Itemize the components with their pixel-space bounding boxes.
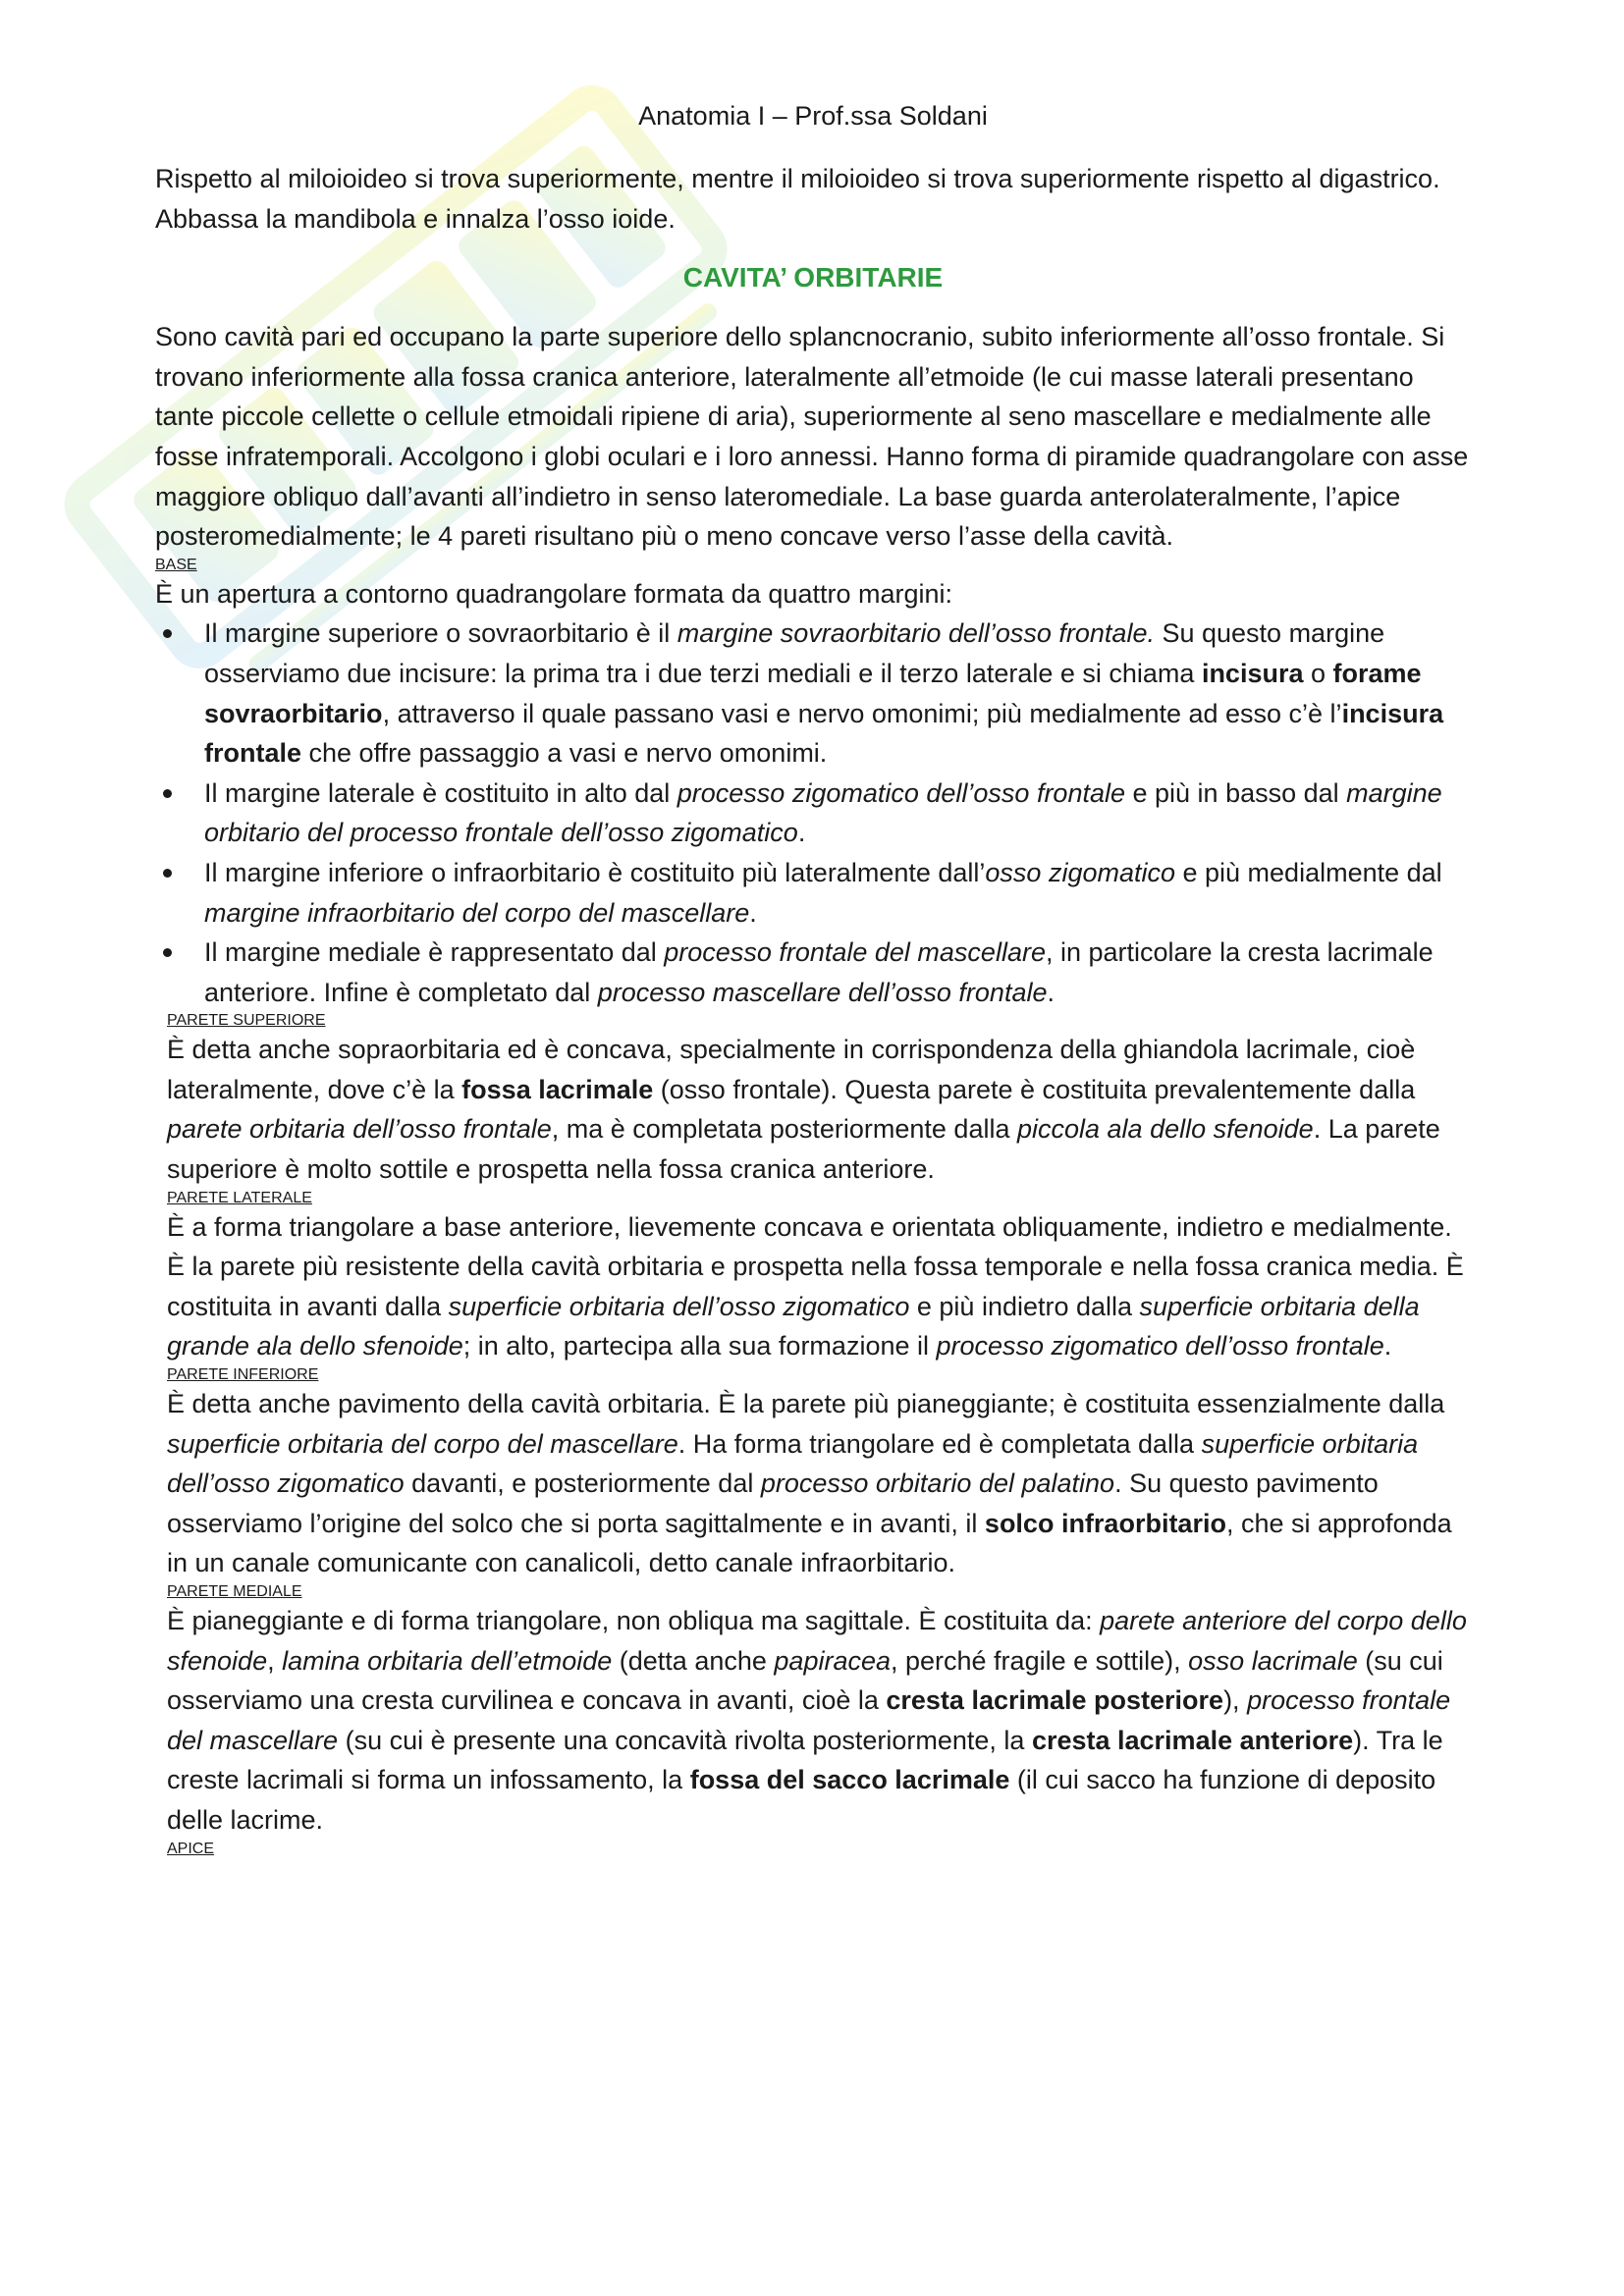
intro-paragraph: Rispetto al miloioideo si trova superiormente, mentre il miloioideo si trova superiormente rispetto al digastrico. Abbassa la mandibola e innalza l’osso ioide.	[155, 164, 1440, 234]
section-title: CAVITA’ ORBITARIE	[682, 262, 944, 294]
parete-mediale-heading: PARETE MEDIALE	[167, 1583, 302, 1600]
parete-laterale-text: È a forma triangolare a base anteriore, lievemente concava e orientata obliquamente, indietro e medialmente. È la parete più resistente della cavità orbitaria e prospetta nella fossa temporale e nella fossa cranica media. È costituita in avanti dalla superficie orbitaria dell’osso zigomatico e più indietro dalla superficie orbitaria della grande ala dello sfenoide; in alto, partecipa alla sua formazione il processo zigomatico dell’osso frontale.	[167, 1211, 1464, 1362]
parete-inferiore-text: È detta anche pavimento della cavità orbitaria. È la parete più pianeggiante; è costituita essenzialmente dalla superficie orbitaria del corpo del mascellare. Ha forma triangolare ed è completata dalla superficie orbitaria dell’osso zigomatico davanti, e posteriormente dal processo orbitario del palatino. Su questo pavimento osserviamo l’origine del solco che si porta sagittalmente e in avanti, il solco infraorbitario, che si approfonda in un canale comunicante con canalicoli, detto canale infraorbitario.	[167, 1389, 1452, 1578]
list-item: Il margine mediale è rappresentato dal processo frontale del mascellare, in particolare la cresta lacrimale anteriore. Infine è completato dal processo mascellare dell’osso frontale.	[204, 933, 1471, 1012]
list-item: Il margine superiore o sovraorbitario è il margine sovraorbitario dell’osso frontale. Su questo margine osserviamo due incisure: la prima tra i due terzi mediali e il terzo laterale e si chiama incisura o forame sovraorbitario, attraverso il quale passano vasi e nervo omonimi; più medialmente ad esso c’è l’incisura frontale che offre passaggio a vasi e nervo omonimi.	[204, 614, 1471, 773]
list-item: Il margine laterale è costituito in alto dal processo zigomatico dell’osso frontale e più in basso dal margine orbitario del processo frontale dell’osso zigomatico.	[204, 774, 1471, 853]
parete-laterale-heading: PARETE LATERALE	[167, 1189, 312, 1206]
parete-superiore-text: È detta anche sopraorbitaria ed è concava, specialmente in corrispondenza della ghiandola lacrimale, cioè lateralmente, dove c’è la fossa lacrimale (osso frontale). Questa parete è costituita prevalentemente dalla parete orbitaria dell’osso frontale, ma è completata posteriormente dalla piccola ala dello sfenoide. La parete superiore è molto sottile e prospetta nella fossa cranica anteriore.	[167, 1035, 1440, 1185]
parete-mediale-text: È pianeggiante e di forma triangolare, non obliqua ma sagittale. È costituita da: parete anteriore del corpo dello sfenoide, lamina orbitaria dell’etmoide (detta anche papiracea, perché fragile e sottile), osso lacrimale (su cui osserviamo una cresta curvilinea e concava in avanti, cioè la cresta lacrimale posteriore), processo frontale del mascellare (su cui è presente una concavità rivolta posteriormente, la cresta lacrimale anteriore). Tra le creste lacrimali si forma un infossamento, la fossa del sacco lacrimale (il cui sacco ha funzione di deposito delle lacrime.	[167, 1606, 1467, 1835]
apice-heading: APICE	[167, 1840, 215, 1857]
document-page	[155, 86, 1471, 1858]
page-header: Anatomia I – Prof.ssa Soldani	[638, 101, 988, 131]
base-intro: È un apertura a contorno quadrangolare formata da quattro margini:	[155, 578, 953, 609]
parete-superiore-heading: PARETE SUPERIORE	[167, 1012, 326, 1030]
base-heading: BASE	[155, 556, 197, 573]
overview-paragraph: Sono cavità pari ed occupano la parte superiore dello splancnocranio, subito inferiormente all’osso frontale. Si trovano inferiormente alla fossa cranica anteriore, lateralmente all’etmoide (le cui masse laterali presentano tante piccole cellette o cellule etmoidali ripiene di aria), superiormente al seno mascellare e medialmente alle fosse infratemporali. Accolgono i globi oculari e i loro annessi. Hanno forma di piramide quadrangolare con asse maggiore obliquo dall’avanti all’indietro in senso lateromediale. La base guarda anterolateralmente, l’apice posteromedialmente; le 4 pareti risultano più o meno concave verso l’asse della cavità.	[155, 322, 1469, 552]
base-margins-list	[155, 614, 1471, 1012]
parete-superiore-block	[155, 1012, 1471, 1857]
list-item: Il margine inferiore o infraorbitario è costituito più lateralmente dall’osso zigomatico e più medialmente dal margine infraorbitario del corpo del mascellare.	[204, 853, 1471, 933]
parete-inferiore-heading: PARETE INFERIORE	[167, 1366, 319, 1384]
